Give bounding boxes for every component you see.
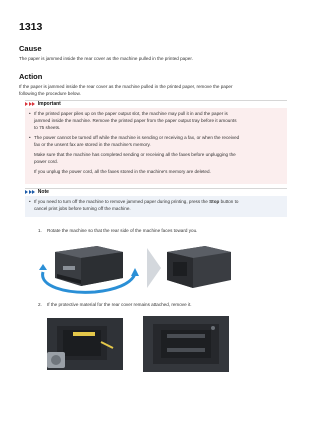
important-item2-line5: If you unplug the power cord, all the faxes stored in the machine's memory are deleted. xyxy=(34,169,211,174)
important-item1-line1: If the printed paper piles up on the paper output slot, the machine may pull it in and the paper is xyxy=(34,111,228,116)
important-heading: Important xyxy=(37,101,61,107)
stop-button-label: Stop xyxy=(209,199,220,204)
note-divider xyxy=(25,188,287,189)
important-item1-line2: jammed inside the machine. Remove the printed paper from the paper output tray before it amounts xyxy=(34,118,237,123)
action-heading: Action xyxy=(19,72,43,81)
error-code-title: 1313 xyxy=(19,21,43,33)
step-1-text: Rotate the machine so that the rear side of the machine faces toward you. xyxy=(47,228,198,233)
note-line2: cancel print jobs before turning off the machine. xyxy=(34,206,131,211)
cause-heading: Cause xyxy=(19,44,42,53)
note-arrows-icon xyxy=(25,190,36,194)
printer-front-image xyxy=(55,246,123,286)
step-2-text: If the protective material for the rear cover remains attached, remove it. xyxy=(47,302,192,307)
note-line1: If you need to turn off the machine to remove jammed paper during printing, press the Stop button to xyxy=(34,199,239,204)
action-text-line2: following the procedure below. xyxy=(19,91,81,96)
bullet-icon: • xyxy=(29,111,31,116)
bullet-icon: • xyxy=(29,135,31,140)
rear-cover-photo-right xyxy=(143,316,229,372)
remove-protective-material-illustration xyxy=(43,312,233,374)
note-heading: Note xyxy=(37,189,49,195)
important-divider xyxy=(25,100,287,101)
important-item2-line1: The power cannot be turned off while the machine is sending or receiving a fax, or when the received xyxy=(34,135,240,140)
bullet-icon: • xyxy=(29,199,31,204)
important-item2-line3: Make sure that the machine has completed sending or receiving all the faxes before unplugging the xyxy=(34,152,236,157)
important-item1-line3: to 75 sheets. xyxy=(34,125,61,130)
cause-text: The paper is jammed inside the rear cover as the machine pulled in the printed paper. xyxy=(19,56,193,61)
step-number-2: 2. xyxy=(38,302,42,307)
action-text-line1: If the paper is jammed inside the rear cover as the machine pulled in the printed paper, remove the paper xyxy=(19,84,233,89)
important-item2-line2: fax or the unsent fax are stored in the machine's memory. xyxy=(34,142,151,147)
important-header xyxy=(25,101,61,107)
important-item2-line4: power cord. xyxy=(34,159,59,164)
step-number-1: 1. xyxy=(38,228,42,233)
rear-cover-photo-left xyxy=(47,318,123,370)
note-header xyxy=(25,189,49,195)
printer-rear-image xyxy=(167,246,231,288)
important-arrows-icon xyxy=(25,102,36,106)
rotate-machine-illustration xyxy=(35,238,235,296)
